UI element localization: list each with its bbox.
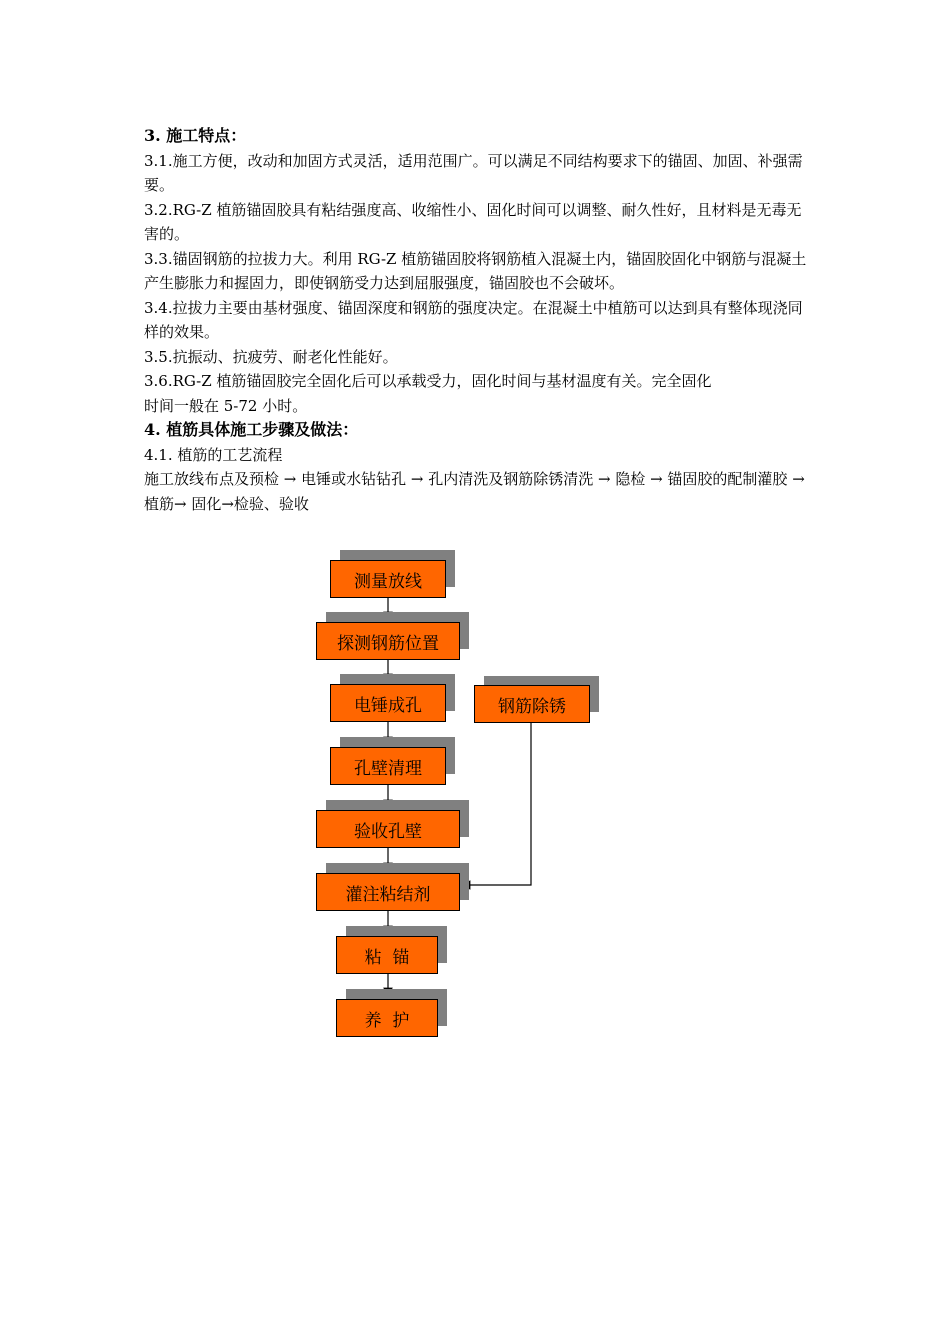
flow-step-label: 电锤成孔 (354, 695, 422, 716)
subsection-4-1: 4.1. 植筋的工艺流程 (144, 445, 283, 464)
flow-step-derust (474, 685, 590, 723)
paragraph-3-2: 3.2.RG-Z 植筋锚固胶具有粘结强度高、收缩性小、固化时间可以调整、耐久性好，且材料是无毒无害的。 (144, 200, 802, 243)
flow-step-label: 养 护 (364, 1010, 410, 1031)
flow-step-label: 验收孔壁 (354, 821, 422, 842)
paragraph-3-3: 3.3.锚固钢筋的拉拔力大。利用 RG-Z 植筋锚固胶将钢筋植入混凝土内，锚固胶固化中钢筋与混凝土产生膨胀力和握固力，即使钢筋受力达到屈服强度，锚固胶也不会破坏。 (144, 249, 807, 292)
flow-step-cure (336, 999, 438, 1037)
process-flow-text: 施工放线布点及预检 → 电锤或水钻钻孔 → 孔内清洗及钢筋除锈清洗 → 隐检 → 锚固胶的配制灌胶 → 植筋→ 固化→检验、验收 (144, 470, 805, 513)
flow-step-label: 粘 锚 (364, 947, 410, 968)
flow-step-label: 探测钢筋位置 (337, 633, 439, 654)
flow-step-label: 钢筋除锈 (498, 696, 566, 717)
flow-step-label: 测量放线 (354, 571, 422, 592)
flow-step-survey (330, 560, 446, 598)
flow-step-label: 灌注粘结剂 (345, 884, 431, 905)
flow-step-inject-adhesive (316, 873, 460, 911)
flow-step-clean-hole (330, 747, 446, 785)
paragraph-3-5: 3.5.抗振动、抗疲劳、耐老化性能好。 (144, 347, 398, 366)
flow-step-anchor (336, 936, 438, 974)
section3-heading: 3. 施工特点： (144, 126, 247, 145)
flow-step-detect-rebar (316, 622, 460, 660)
paragraph-3-6-cont: 时间一般在 5-72 小时。 (144, 396, 308, 415)
paragraph-3-4: 3.4.拉拔力主要由基材强度、锚固深度和钢筋的强度决定。在混凝土中植筋可以达到具有整体现浇同样的效果。 (144, 298, 803, 341)
paragraph-3-6: 3.6.RG-Z 植筋锚固胶完全固化后可以承载受力，固化时间与基材温度有关。完全固化 (144, 372, 712, 390)
paragraph-3-1: 3.1.施工方便，改动和加固方式灵活，适用范围广。可以满足不同结构要求下的锚固、加固、补强需要。 (144, 151, 803, 194)
side-arrow (462, 722, 531, 885)
flow-step-label: 孔壁清理 (354, 758, 422, 779)
section4-heading: 4. 植筋具体施工步骤及做法： (144, 420, 359, 439)
flow-step-inspect-hole (316, 810, 460, 848)
flow-step-drill (330, 684, 446, 722)
